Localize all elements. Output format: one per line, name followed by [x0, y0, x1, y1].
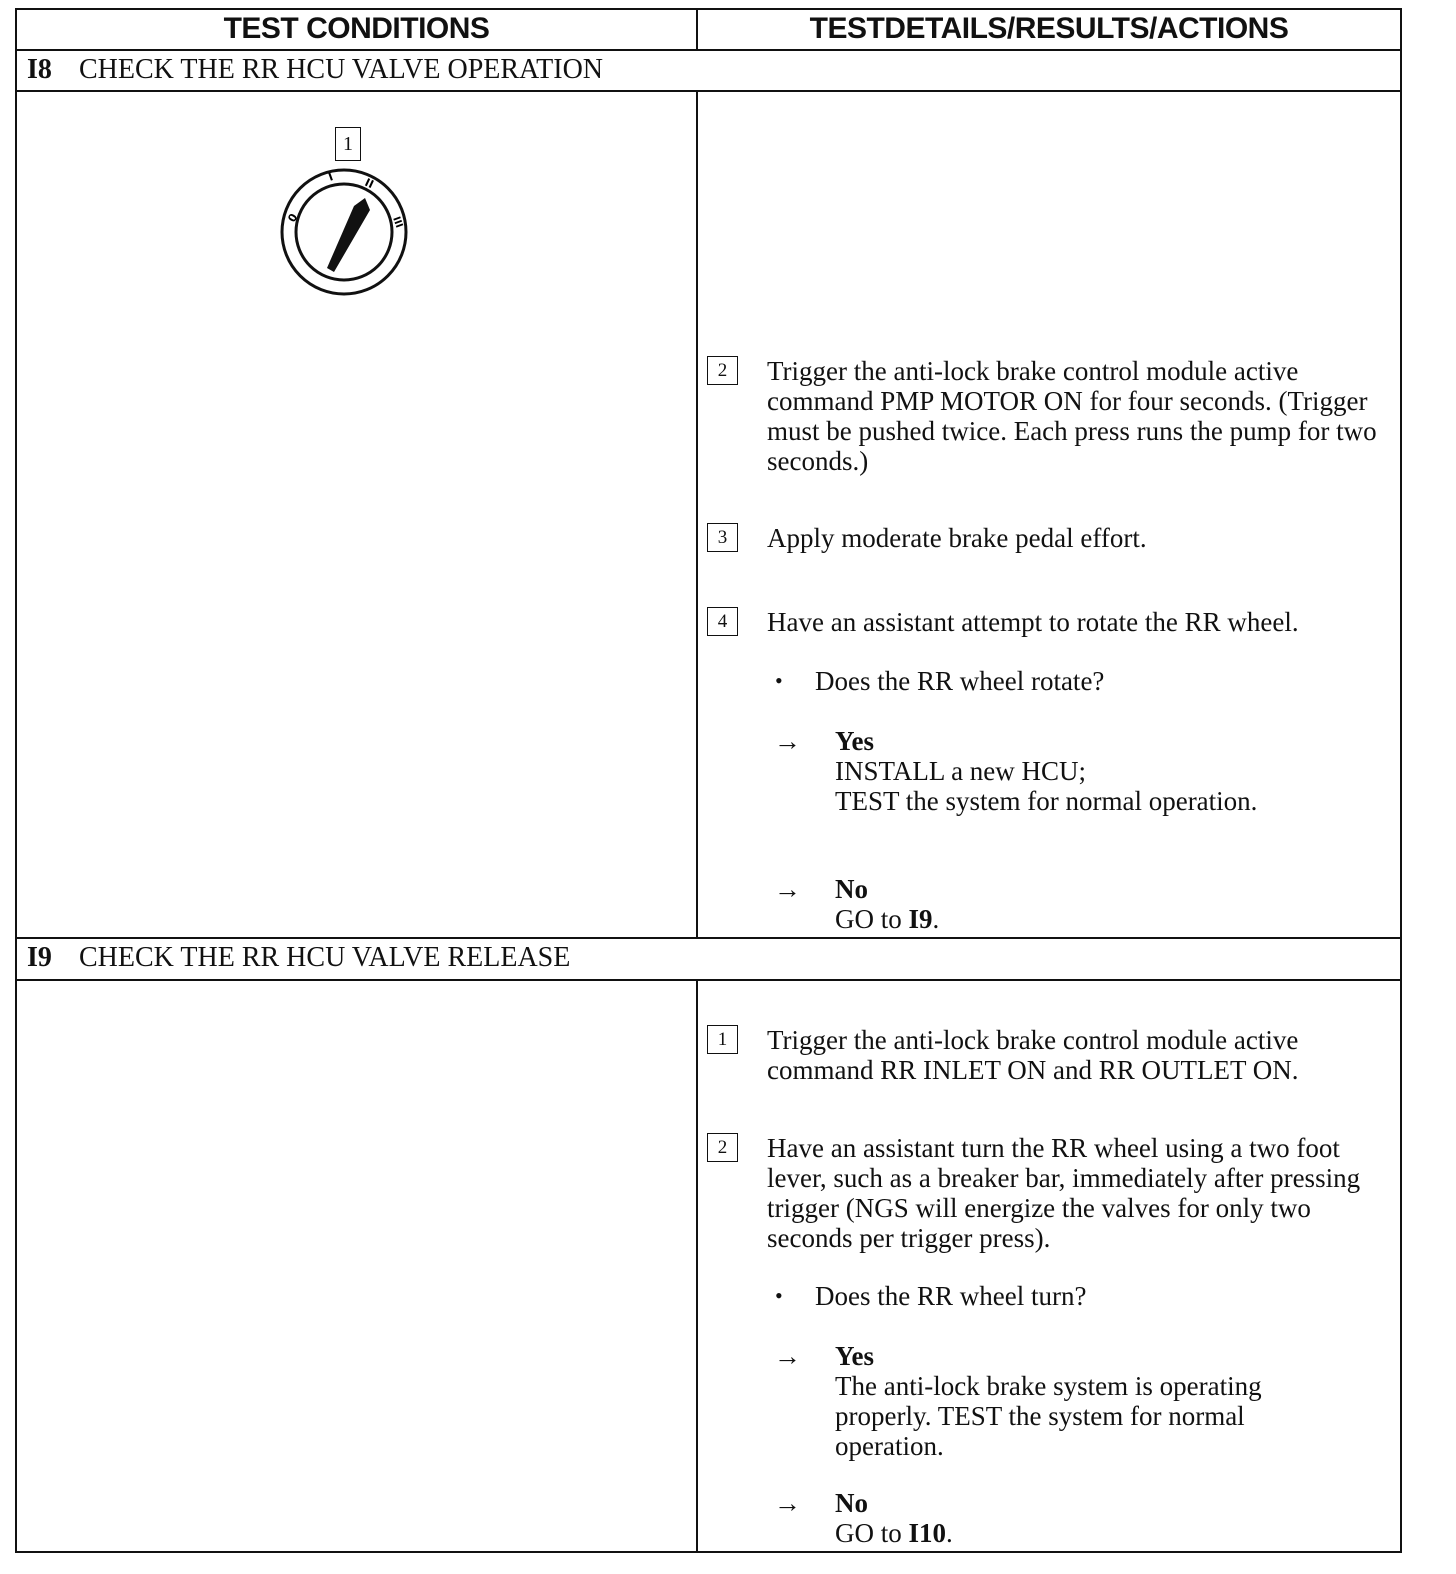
step-text: Have an assistant attempt to rotate the RR wheel.: [767, 607, 1299, 637]
section-title-text: CHECK THE RR HCU VALVE OPERATION: [79, 54, 604, 85]
outcome-yes: [835, 726, 1375, 816]
action-prefix: GO to: [835, 904, 909, 934]
divider: [15, 979, 1402, 981]
outcome-no: [835, 874, 1375, 934]
action-suffix: .: [932, 904, 940, 934]
step-number: 1: [707, 1025, 738, 1054]
switch-label-acc: I: [326, 170, 335, 184]
answer-label: No: [835, 874, 868, 904]
arrow-icon: →: [774, 1488, 801, 1518]
action-text: [835, 904, 1375, 934]
section-title-i8: [27, 53, 603, 87]
action-text: The anti-lock brake system is operating properly. TEST the system for normal operation.: [835, 1371, 1262, 1461]
bullet: •: [775, 1283, 783, 1308]
action-text: [835, 1518, 1375, 1548]
action-text: INSTALL a new HCU;: [835, 756, 1087, 786]
step-text: Apply moderate brake pedal effort.: [767, 523, 1147, 553]
column-header-test-details: TESTDETAILS/RESULTS/ACTIONS: [809, 12, 1289, 45]
arrow-icon: →: [774, 726, 801, 756]
bullet: •: [775, 668, 783, 693]
step-number: 2: [707, 1133, 738, 1162]
action-prefix: GO to: [835, 1518, 909, 1548]
outcome-yes: [835, 1341, 1335, 1461]
switch-label-start: III: [390, 215, 405, 230]
goto-ref-i9[interactable]: I9: [908, 904, 933, 934]
section-id: I9: [27, 942, 52, 973]
action-suffix: .: [946, 1518, 953, 1548]
question-text: Does the RR wheel rotate?: [815, 666, 1105, 696]
divider: [15, 937, 1402, 939]
step-text: Trigger the anti-lock brake control module active command PMP MOTOR ON for four seconds. (Trigger must be pushed twice. Each press runs the pump for two seconds.): [767, 356, 1377, 476]
switch-label-off: 0: [285, 211, 301, 225]
outcome-no: [835, 1488, 1375, 1548]
arrow-icon: →: [774, 874, 801, 904]
action-text: TEST the system for normal operation.: [835, 786, 1258, 816]
step-number: 4: [707, 607, 738, 636]
section-id: I8: [27, 54, 52, 85]
section-title-i9: [27, 941, 570, 975]
step-text: Trigger the anti-lock brake control module active command RR INLET ON and RR OUTLET ON.: [767, 1025, 1299, 1085]
ignition-key-switch-icon: [280, 168, 412, 300]
question-text: Does the RR wheel turn?: [815, 1281, 1087, 1311]
arrow-icon: →: [774, 1341, 801, 1371]
answer-label: No: [835, 1488, 868, 1518]
divider: [696, 90, 698, 938]
answer-label: Yes: [835, 1341, 874, 1371]
divider: [15, 49, 1402, 51]
goto-ref-i10[interactable]: I10: [908, 1518, 947, 1548]
divider: [15, 90, 1402, 92]
answer-label: Yes: [835, 726, 874, 756]
step-text: Have an assistant turn the RR wheel using a two foot lever, such as a breaker bar, immediately after pressing trigger (NGS will energize the valves for only two seconds per trigger press).: [767, 1133, 1361, 1253]
divider: [696, 979, 698, 1553]
step-number: 2: [707, 356, 738, 385]
column-header-test-conditions: TEST CONDITIONS: [223, 12, 490, 45]
step-number: 3: [707, 523, 738, 552]
switch-label-run: II: [362, 175, 376, 192]
section-title-text: CHECK THE RR HCU VALVE RELEASE: [79, 942, 571, 973]
illustration-callout: 1: [335, 127, 361, 161]
